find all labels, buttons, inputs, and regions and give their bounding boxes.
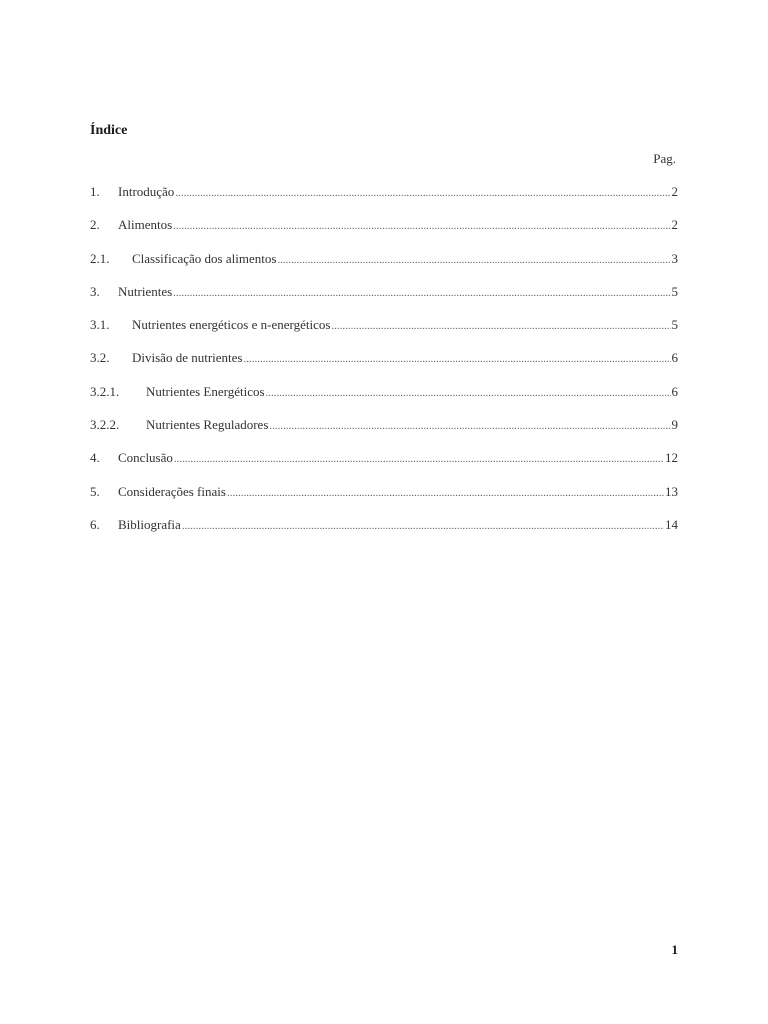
toc-entry-number: 3.2.1. [90, 383, 120, 399]
toc-entry[interactable] [90, 484, 678, 517]
toc-dot-leader [227, 487, 664, 499]
toc-entry-page: 6 [671, 383, 678, 399]
page-column-label: Pag. [653, 151, 676, 166]
toc-entry[interactable] [90, 450, 678, 483]
toc-entry-number: 1. [90, 184, 100, 199]
toc-entry-title: Classificação dos alimentos [132, 250, 277, 266]
toc-entry[interactable] [90, 184, 678, 217]
toc-entry[interactable] [90, 350, 678, 383]
toc-entry-title: Conclusão [118, 450, 173, 466]
toc-dot-leader [182, 520, 664, 532]
page-number: 1 [671, 942, 678, 957]
toc-entry-title: Nutrientes Energéticos [146, 383, 265, 399]
toc-entry[interactable] [90, 251, 678, 284]
toc-entry-title: Nutrientes energéticos e n-energéticos [132, 317, 331, 333]
toc-dot-leader [173, 287, 670, 299]
toc-entry-title: Nutrientes Reguladores [146, 417, 269, 433]
toc-entry-page: 5 [671, 317, 678, 333]
toc-entry[interactable] [90, 284, 678, 317]
toc-entry-title: Introdução [118, 184, 175, 199]
toc-entry-title: Nutrientes [118, 283, 173, 299]
toc-dot-leader [331, 320, 670, 332]
toc-entry-number: 5. [90, 483, 100, 499]
toc-entry[interactable] [90, 384, 678, 417]
toc-entry-page: 2 [671, 217, 678, 233]
toc-entry-title: Divisão de nutrientes [132, 350, 243, 366]
toc-entry-number: 2. [90, 217, 100, 233]
toc-dot-leader [175, 187, 670, 199]
table-of-contents [90, 184, 678, 550]
toc-entry-page: 12 [665, 450, 678, 466]
toc-entry-title: Considerações finais [118, 483, 226, 499]
toc-entry-number: 3.2.2. [90, 417, 120, 433]
toc-entry-number: 3.1. [90, 317, 110, 333]
toc-dot-leader [277, 254, 670, 266]
toc-entry-page: 6 [671, 350, 678, 366]
toc-entry-page: 14 [665, 516, 678, 532]
toc-dot-leader [266, 387, 671, 399]
toc-entry-title: Alimentos [118, 217, 173, 233]
toc-entry-page: 2 [671, 184, 678, 199]
toc-entry-page: 3 [671, 250, 678, 266]
toc-entry-page: 13 [665, 483, 678, 499]
toc-dot-leader [243, 353, 670, 365]
toc-entry-title: Bibliografia [118, 516, 181, 532]
toc-entry-number: 6. [90, 516, 100, 532]
toc-entry-number: 3. [90, 283, 100, 299]
toc-entry-number: 4. [90, 450, 100, 466]
toc-dot-leader [269, 420, 670, 432]
toc-entry-number: 2.1. [90, 250, 110, 266]
toc-entry[interactable] [90, 417, 678, 450]
toc-entry[interactable] [90, 317, 678, 350]
toc-entry[interactable] [90, 217, 678, 250]
toc-title: Índice [90, 123, 128, 138]
toc-entry-page: 5 [671, 283, 678, 299]
toc-dot-leader [173, 220, 670, 232]
toc-dot-leader [174, 453, 664, 465]
toc-entry[interactable] [90, 517, 678, 550]
toc-entry-page: 9 [671, 417, 678, 433]
toc-entry-number: 3.2. [90, 350, 110, 366]
